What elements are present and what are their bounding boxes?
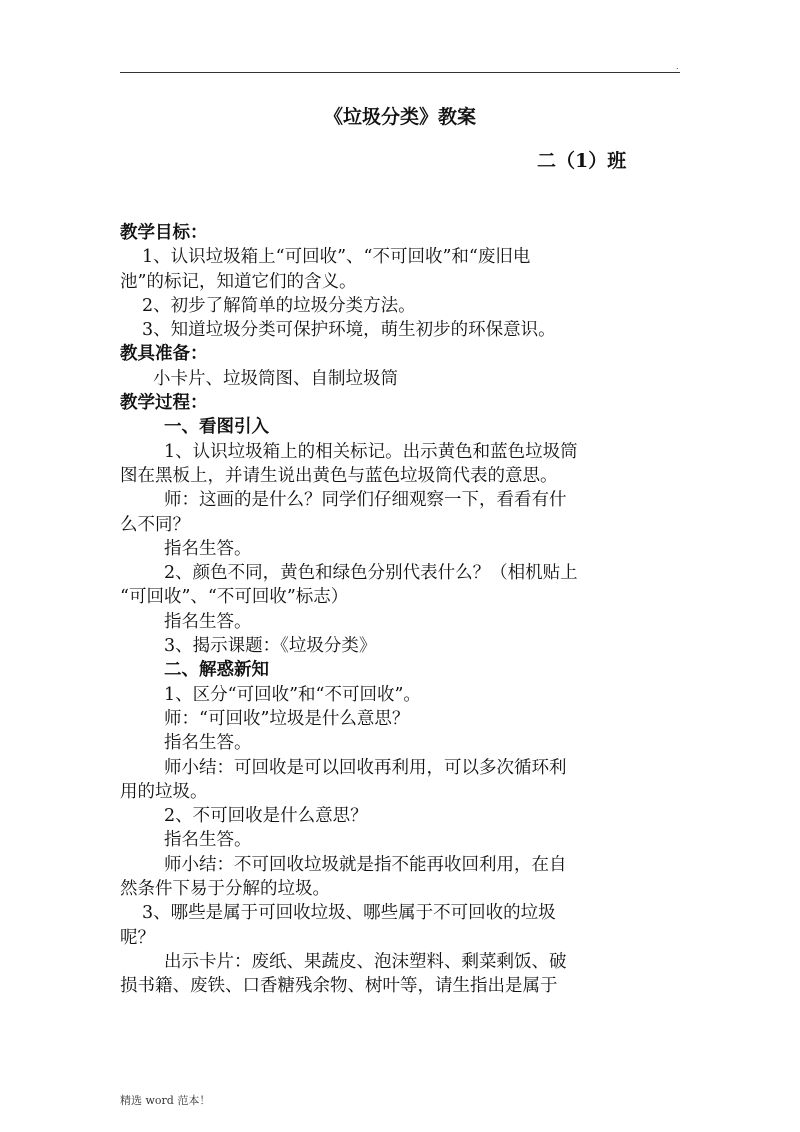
body-line: 指名生答。	[164, 538, 252, 559]
body-line: 么不同？	[120, 514, 190, 535]
class-label: 二（1）班	[537, 150, 627, 172]
body-line: 指名生答。	[164, 733, 252, 754]
section-heading: 教具准备：	[120, 344, 208, 365]
page-footer: 精选 word 范本！	[120, 1094, 211, 1107]
body-line: 3、哪些是属于可回收垃圾、哪些属于不可回收的垃圾	[142, 903, 556, 924]
body-line: 3、知道垃圾分类可保护环境，萌生初步的环保意识。	[142, 320, 556, 341]
body-line: “可回收”、“不可回收”标志）	[120, 587, 349, 608]
header-rule	[120, 72, 680, 73]
body-line: 指名生答。	[164, 830, 252, 851]
body-line: 池”的标记，知道它们的含义。	[120, 271, 357, 292]
subsection-heading: 一、看图引入	[164, 417, 269, 438]
section-heading: 教学目标：	[120, 223, 208, 243]
body-line: 2、不可回收是什么意思？	[164, 806, 368, 827]
body-line: 师小结：不可回收垃圾就是指不能再收回利用，在自	[164, 854, 567, 875]
body-line: 然条件下易于分解的垃圾。	[120, 879, 330, 900]
body-line: 1、区分“可回收”和“不可回收”。	[164, 684, 421, 705]
body-line: 2、初步了解简单的垃圾分类方法。	[142, 295, 416, 316]
body-line: 1、认识垃圾箱上“可回收”、“不可回收”和“废旧电	[142, 247, 531, 268]
body-line: 3、揭示课题：《垃圾分类》	[164, 636, 377, 657]
body-line: 用的垃圾。	[120, 781, 208, 802]
body-line: 2、颜色不同，黄色和绿色分别代表什么？（相机贴上	[164, 563, 578, 584]
body-line: 出示卡片：废纸、果蔬皮、泡沫塑料、剩菜剩饭、破	[164, 951, 567, 972]
body-line: 指名生答。	[164, 611, 252, 632]
body-line: 师：这画的是什么？同学们仔细观察一下，看看有什	[164, 490, 567, 511]
header-mark: .	[676, 62, 679, 71]
body-line: 小卡片、垃圾筒图、自制垃圾筒	[153, 368, 398, 389]
section-heading: 教学过程：	[120, 393, 208, 414]
body-line: 图在黑板上，并请生说出黄色与蓝色垃圾筒代表的意思。	[120, 465, 558, 486]
body-line: 1、认识垃圾箱上的相关标记。出示黄色和蓝色垃圾筒	[164, 441, 578, 462]
body-line: 师：“可回收”垃圾是什么意思？	[164, 708, 410, 729]
document-body	[120, 221, 670, 999]
document-title: 《垃圾分类》教案	[323, 106, 476, 128]
subsection-heading: 二、解惑新知	[164, 660, 269, 681]
body-line: 损书籍、废铁、口香糖残余物、树叶等，请生指出是属于	[120, 976, 558, 997]
body-line: 师小结：可回收是可以回收再利用，可以多次循环利	[164, 757, 567, 778]
body-line: 呢？	[120, 927, 155, 948]
